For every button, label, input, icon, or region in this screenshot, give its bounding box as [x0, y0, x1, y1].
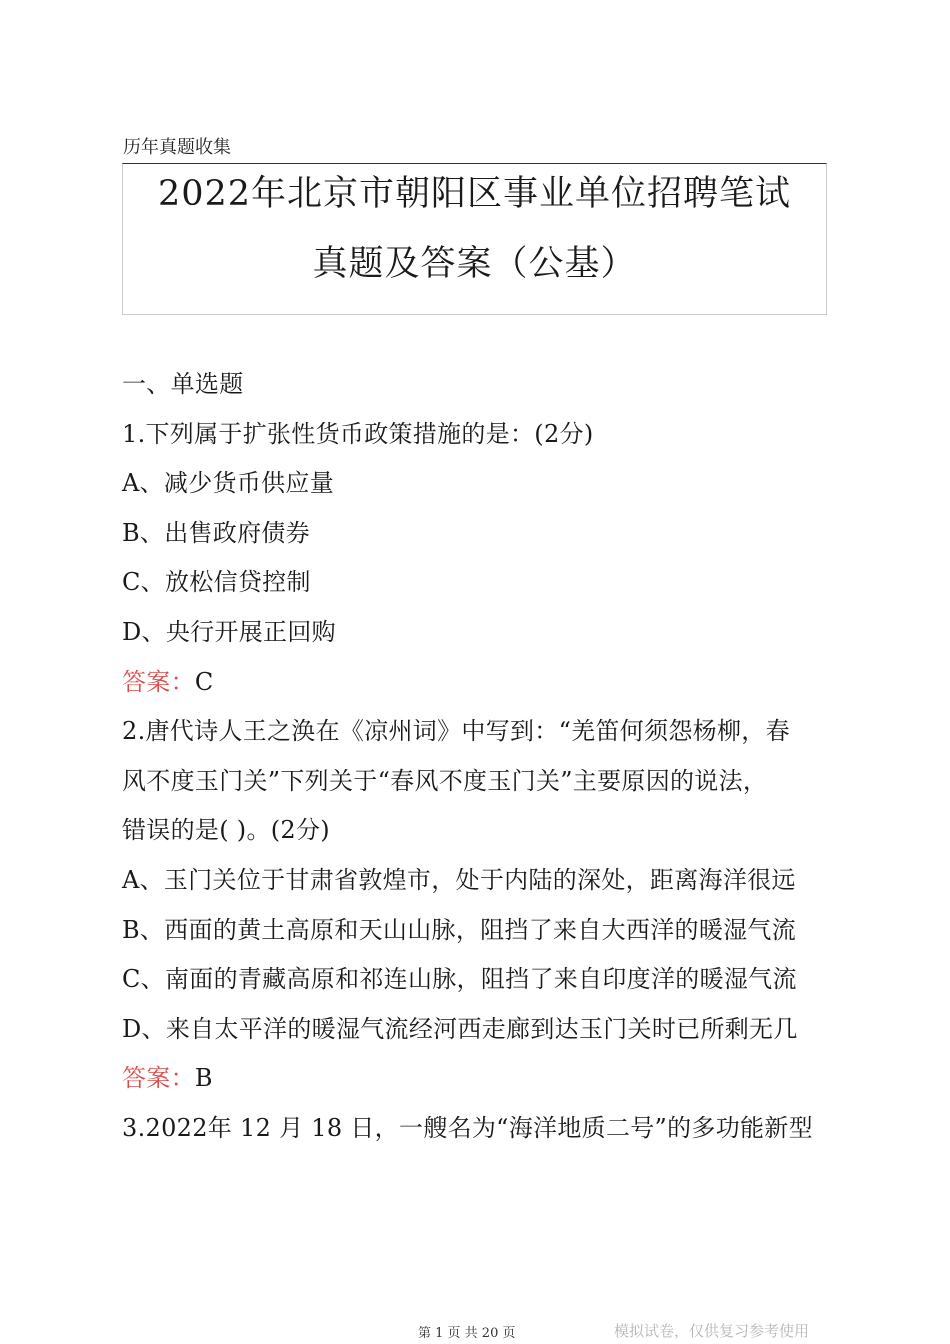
- option-b: B、出售政府债券: [122, 518, 311, 547]
- option-a: A、减少货币供应量: [122, 469, 335, 498]
- question-text: 错误的是( )。(2分): [122, 816, 330, 845]
- option-a: A、玉门关位于甘肃省敦煌市，处于内陆的深处，距离海洋很远: [122, 865, 796, 894]
- document-title-line-2: 真题及答案（公基）: [312, 244, 637, 284]
- footer-note: 模拟试卷，仅供复习参考使用: [614, 1322, 810, 1340]
- exam-content: [122, 360, 834, 1154]
- question-text: 2.唐代诗人王之涣在《凉州词》中写到：“羌笛何须怨杨柳，春: [122, 717, 790, 746]
- header-note: 历年真题收集: [123, 137, 231, 158]
- option-d: D、央行开展正回购: [122, 617, 336, 646]
- answer-label: 答案：: [122, 667, 195, 696]
- answer-line: [122, 1054, 834, 1104]
- question-text: 3.2022年 12 月 18 日，一艘名为“海洋地质二号”的多功能新型: [122, 1113, 813, 1142]
- page-number: 第 1 页 共 20 页: [418, 1326, 516, 1341]
- option-c: C、南面的青藏高原和祁连山脉，阻挡了来自印度洋的暖湿气流: [122, 965, 797, 994]
- option-d: D、来自太平洋的暖湿气流经河西走廊到达玉门关时已所剩无几: [122, 1014, 798, 1043]
- answer-line: [122, 658, 834, 708]
- document-title-line-1: 2022年北京市朝阳区事业单位招聘笔试: [157, 174, 792, 214]
- section-heading: 一、单选题: [122, 370, 244, 398]
- answer-value: B: [194, 1064, 213, 1093]
- question-2: [122, 707, 834, 1104]
- question-text: 1.下列属于扩张性货币政策措施的是：(2分): [122, 419, 594, 448]
- title-box: [122, 163, 827, 315]
- answer-value: C: [194, 667, 214, 696]
- question-1: [122, 410, 834, 708]
- option-c: C、放松信贷控制: [122, 568, 311, 597]
- question-3: [122, 1104, 834, 1154]
- answer-label: 答案：: [122, 1064, 195, 1093]
- question-text: 风不度玉门关”下列关于“春风不度玉门关”主要原因的说法，: [122, 766, 768, 795]
- option-b: B、西面的黄土高原和天山山脉，阻挡了来自大西洋的暖湿气流: [122, 915, 797, 944]
